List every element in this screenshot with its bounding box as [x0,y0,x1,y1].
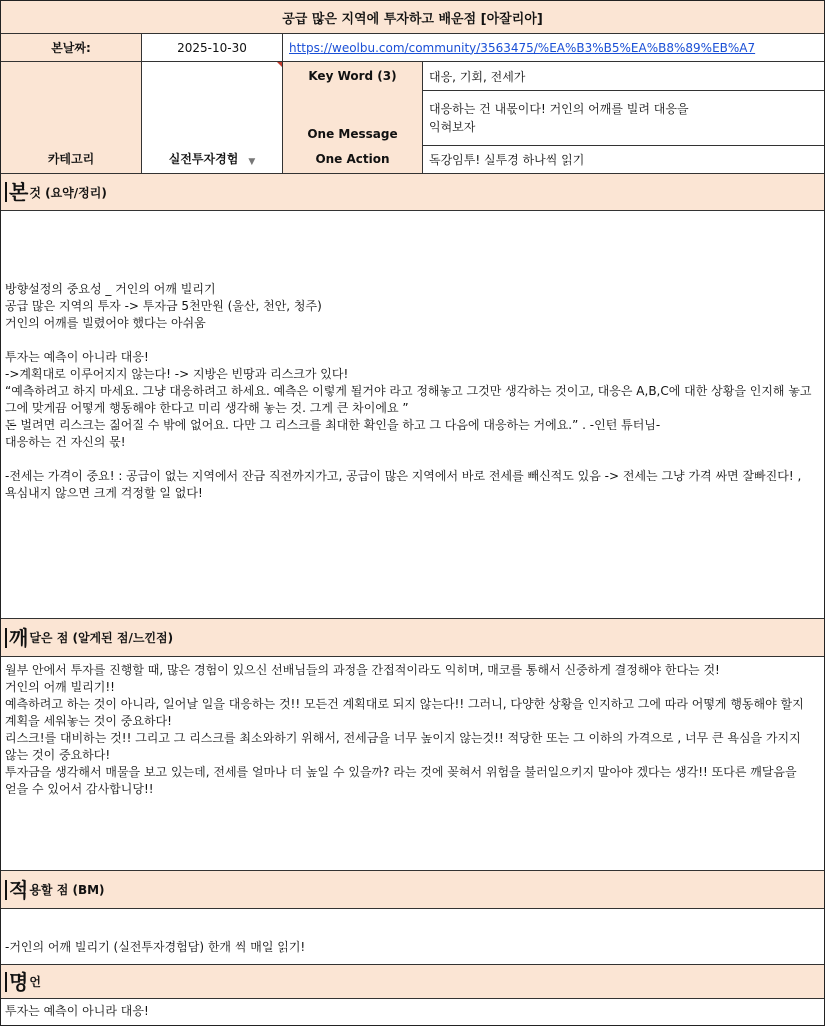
date-row [1,34,824,62]
keyword-label: Key Word (3) [283,62,423,90]
action-value: 독강임투! 실투경 하나씩 읽기 [429,152,585,167]
section-header-quote: 명 언 [1,965,824,999]
date-value: 2025-10-30 [142,34,283,61]
section-body-insights [1,657,824,871]
category-select[interactable] [142,62,283,173]
message-label: One Message [283,90,423,145]
section-body-apply [1,909,824,965]
category-value: 실전투자경험 [168,152,239,166]
section-header-apply: 적 용할 점 (BM) [1,871,824,909]
summary-text: 방향설정의 중요성 _ 거인의 어깨 빌리기 공급 많은 지역의 투자 -> 투자금 5천만원 (울산, 천안, 청주) 거인의 어깨를 빌렸어야 했다는 아쉬움 투자는 예측이 아니라 대응! ->계획대로 이루어지지 않는다! -> 지방은 빈땅과 리스크가 있다! “예측하려고 하지 마세요. 그냥 대응하려고 하세요. 예측은 이렇게 될거야 라고 정해놓고 그것만 생각하는 것이고, 대응은 A,B,C에 대한 상황을 인지해 놓고 그에 맞게끔 어떻게 행동해야 한다고 미리 생각해 놓는 것. 그게 큰 차이에요 ” 돈 벌려면 리스크는 짊어질 수 밖에 없어요. 다만 그 리스크를 최대한 확인을 하고 그 다음에 대응하는 거에요.” . -인턴 튜터님- 대응하는 건 자신의 몫! -전세는 가격이 중요! : 공급이 없는 지역에서 잔금 직전까지가고, 공급이 많은 지역에서 바로 전세를 빼신적도 있음 -> 전세는 그냥 가격 싸면 잘빠진다! , 욕심내지 않으면 크게 걱정할 일 없다! [5,282,812,500]
date-label: 본날짜: [1,34,142,61]
page-title: 공급 많은 지역에 투자하고 배운점 [아잘리아] [1,1,824,34]
keyword-value: 대응, 기회, 전세가 [429,69,526,84]
category-label: 카테고리 [1,62,142,173]
comment-marker-icon [276,62,283,68]
section-header-summary: 본 것 (요약/정리) [1,174,824,211]
message-value: 대응하는 건 내몫이다! 거인의 어깨를 빌려 대응을 익혀보자 [429,101,689,134]
section-body-summary [1,211,824,619]
action-label: One Action [283,145,423,173]
section-body-quote [1,999,824,1025]
meta-block [1,62,824,174]
source-link[interactable]: https://weolbu.com/community/3563475/%EA%B3%B5%EA%B8%89%EB%A7 [289,40,756,55]
section-header-insights: 깨 달은 점 (알게된 점/느낀점) [1,619,824,657]
insights-text: 월부 안에서 투자를 진행할 때, 많은 경험이 있으신 선배님들의 과정을 간접적이라도 익히며, 매코를 통해서 신중하게 결정해야 한다는 것! 거인의 어깨 빌리기!! 예측하려고 하는 것이 아니라, 일어날 일을 대응하는 것!! 모든건 계획대로 되지 않는다!! 그러니, 다양한 상황을 인지하고 그에 따라 어떻게 행동해야 할지 계획을 세워놓는 것이 중요하다! 리스크!를 대비하는 것!! 그리고 그 리스크를 최소와하기 위해서, 전세금을 너무 높이지 않는것!! 적당한 또는 그 이하의 가격으로 , 너무 큰 욕심을 가지지 않는 것이 중요하다! 투자금을 생각해서 매물을 보고 있는데, 전세를 얼마나 더 높일 수 있을까? 라는 것에 꽂혀서 위험을 불러일으키지 말아야 겠다는 생각!! 또다른 깨달음을 얻을 수 있어서 감사합니당!! [5,663,804,796]
quote-text: 투자는 예측이 아니라 대응! [5,1004,149,1018]
apply-text: -거인의 어깨 빌리기 (실전투자경험담) 한개 씩 매일 읽기! [5,940,306,954]
chevron-down-icon[interactable]: ▼ [248,157,256,167]
